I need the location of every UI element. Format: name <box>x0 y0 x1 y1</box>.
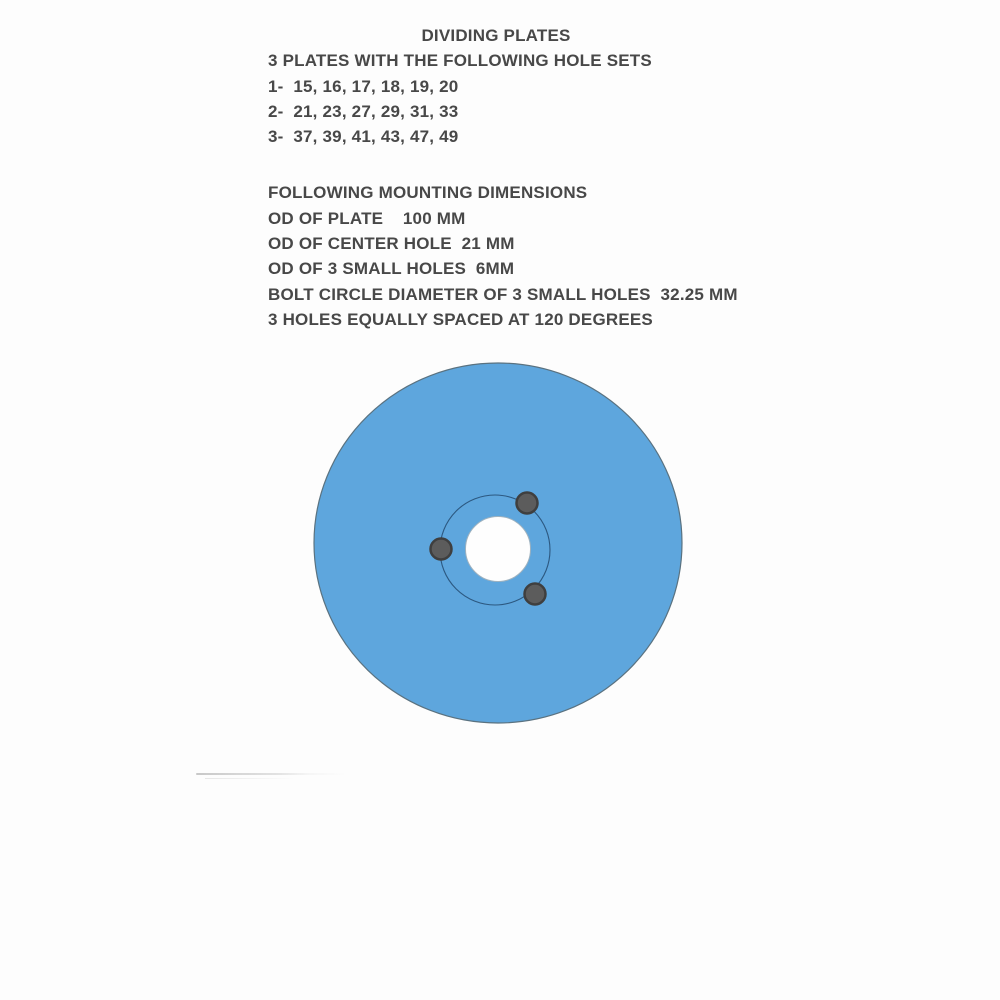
small-hole-top-right <box>517 493 538 514</box>
hole-sets-heading: 3 PLATES WITH THE FOLLOWING HOLE SETS <box>268 51 652 71</box>
hole-set-line-3: 3- 37, 39, 41, 43, 47, 49 <box>268 127 459 147</box>
mounting-line-small-holes-od: OD OF 3 SMALL HOLES 6MM <box>268 259 515 279</box>
small-hole-left <box>431 539 452 560</box>
mounting-line-plate-od: OD OF PLATE 100 MM <box>268 208 466 228</box>
scan-artifact-line <box>196 773 346 775</box>
mounting-line-spacing: 3 HOLES EQUALLY SPACED AT 120 DEGREES <box>268 309 653 329</box>
document-text-column <box>268 23 738 332</box>
hole-set-line-2: 2- 21, 23, 27, 29, 31, 33 <box>268 101 459 121</box>
hole-set-line-1: 1- 15, 16, 17, 18, 19, 20 <box>268 76 459 96</box>
page-title: DIVIDING PLATES <box>421 26 571 45</box>
mounting-heading: FOLLOWING MOUNTING DIMENSIONS <box>268 183 588 203</box>
center-hole <box>466 517 531 582</box>
scan-artifact-line-faint <box>205 778 295 779</box>
mounting-line-center-hole-od: OD OF CENTER HOLE 21 MM <box>268 234 515 254</box>
small-hole-bottom-right <box>525 584 546 605</box>
dividing-plate-diagram <box>300 355 700 735</box>
mounting-line-bolt-circle: BOLT CIRCLE DIAMETER OF 3 SMALL HOLES 32.25 MM <box>268 284 738 304</box>
